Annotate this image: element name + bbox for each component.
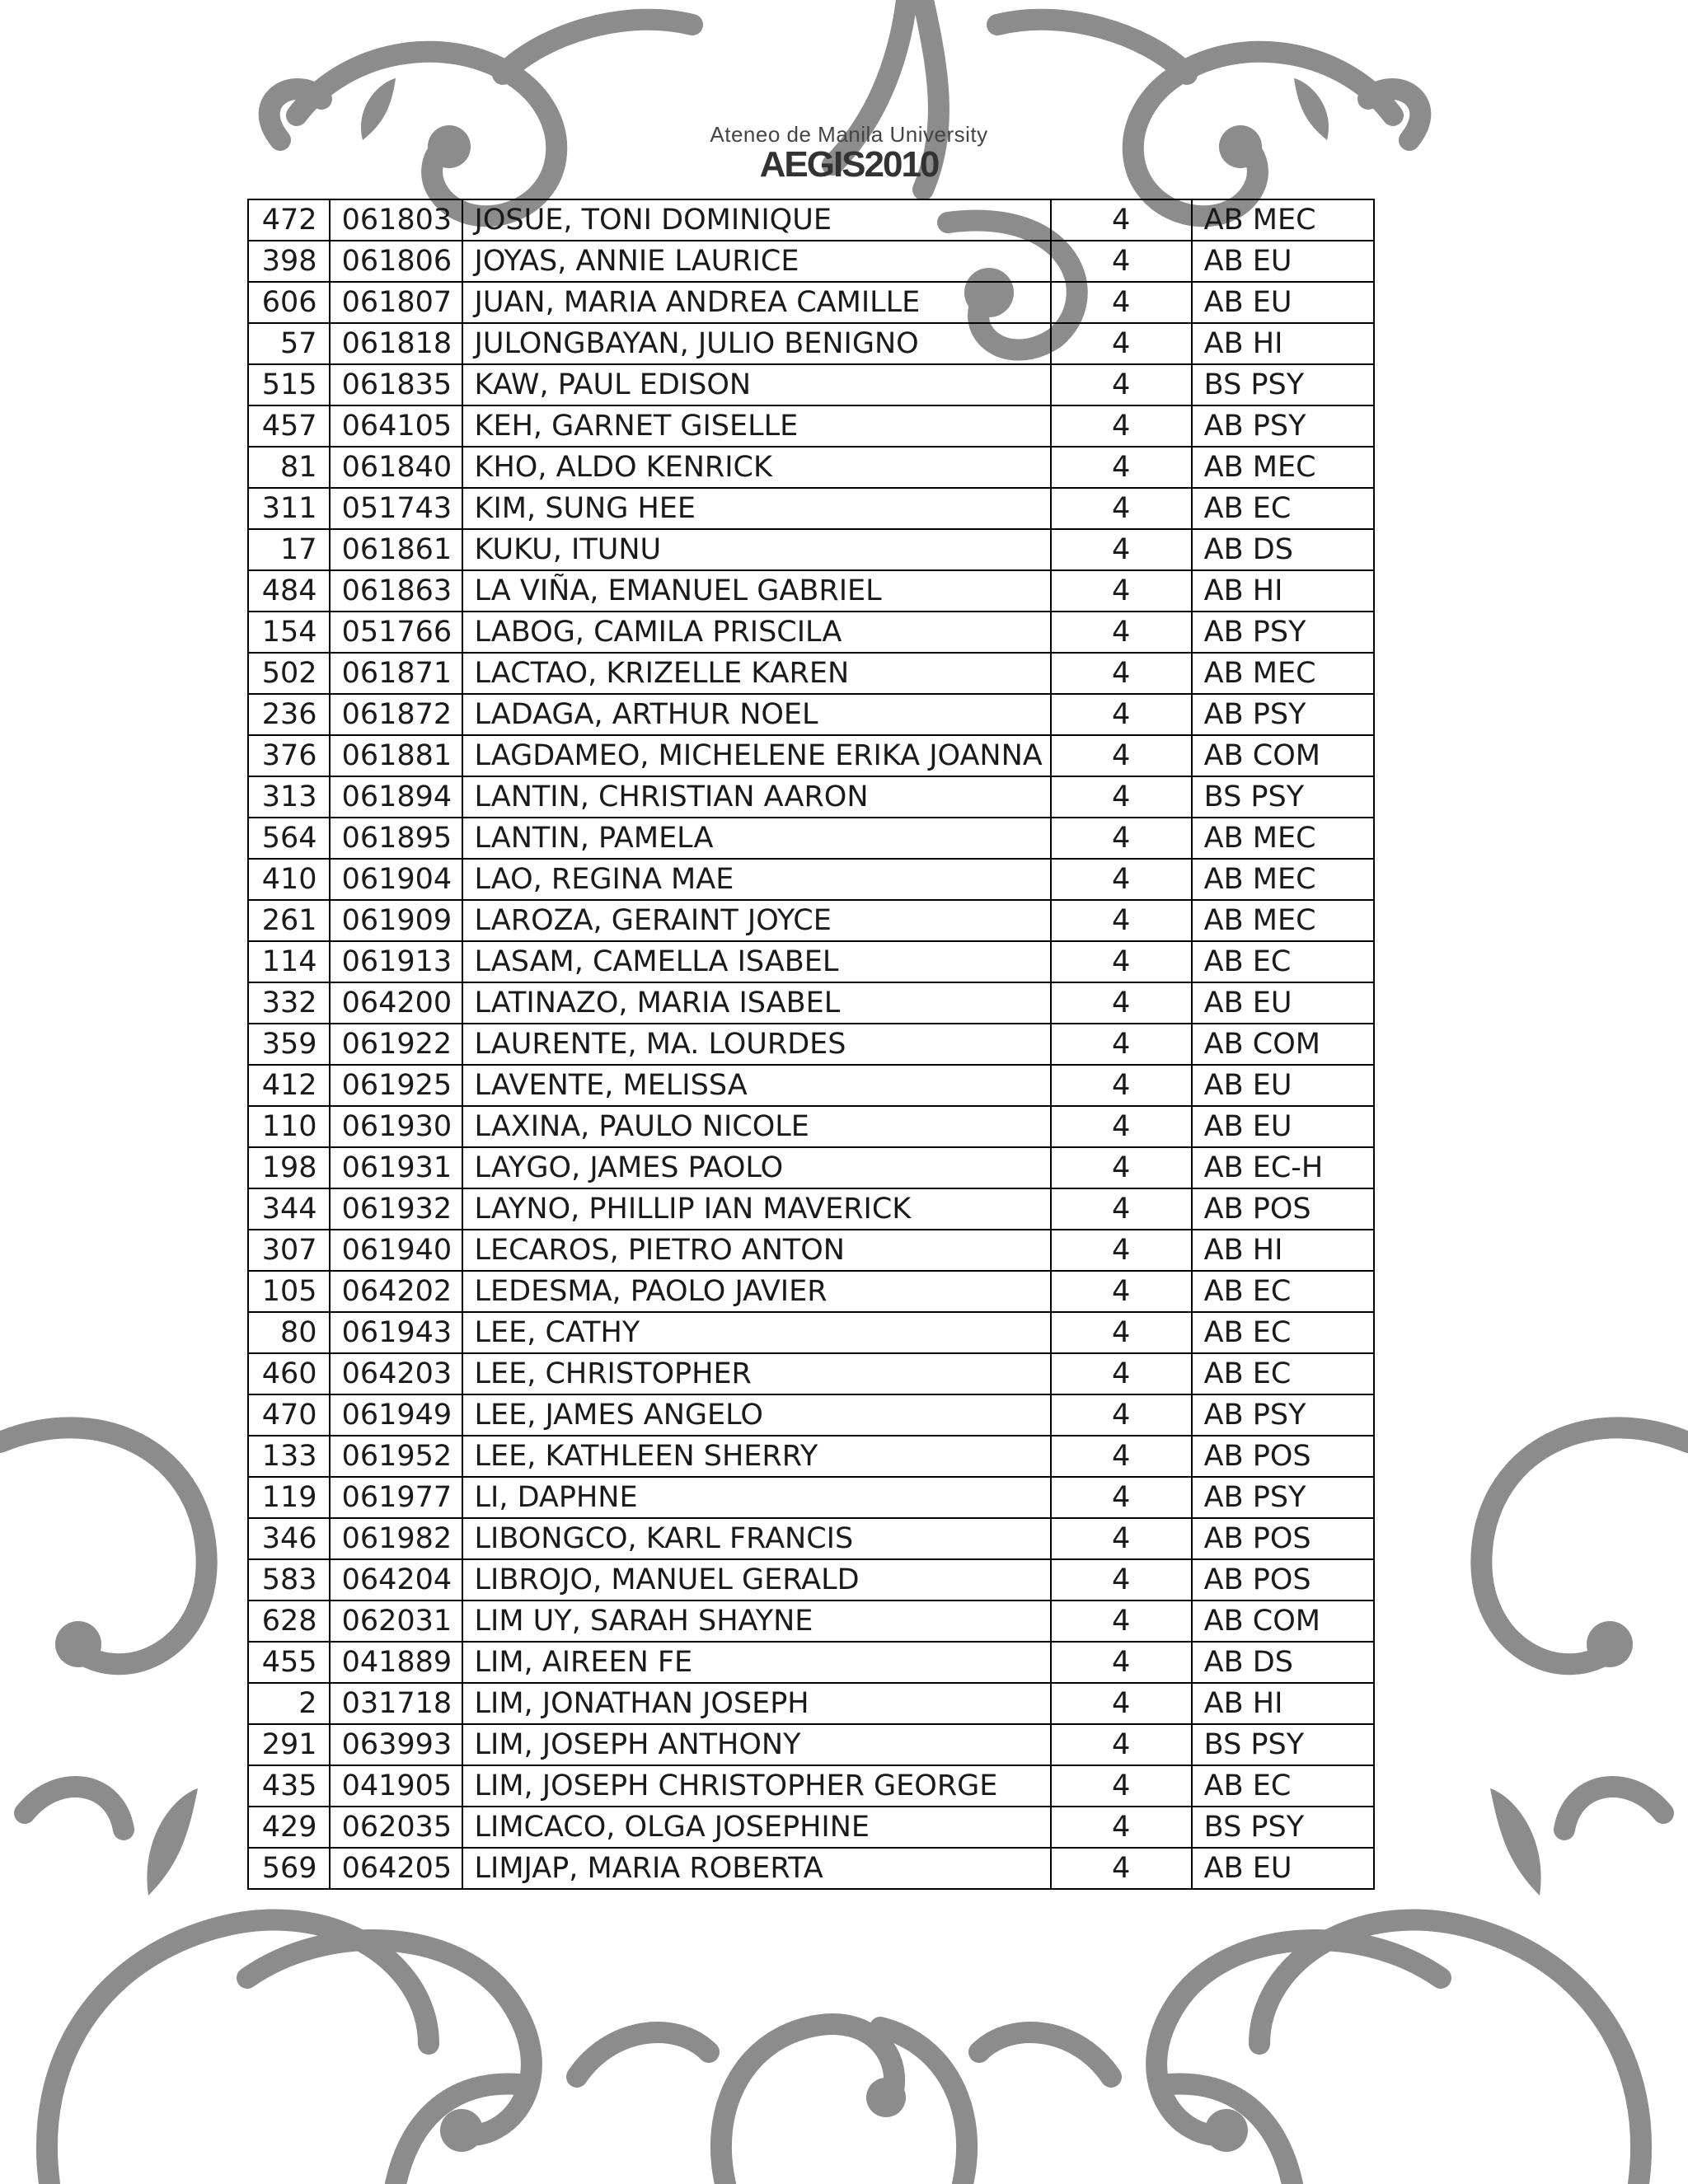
table-row: [248, 1394, 1374, 1436]
table-row: [248, 859, 1374, 900]
row-number: 80: [248, 1312, 330, 1353]
student-id: 064105: [330, 405, 462, 447]
student-id: 062031: [330, 1601, 462, 1642]
student-name: LAO, REGINA MAE: [462, 859, 1051, 900]
student-name: LACTAO, KRIZELLE KAREN: [462, 653, 1051, 694]
course-code: AB COM: [1192, 735, 1374, 776]
table-row: [248, 982, 1374, 1024]
table-row: [248, 1807, 1374, 1848]
student-id: 061803: [330, 199, 462, 241]
row-number: 569: [248, 1848, 330, 1889]
year-level: 4: [1051, 982, 1192, 1024]
table-row: [248, 1518, 1374, 1559]
row-number: 412: [248, 1065, 330, 1106]
table-row: [248, 1436, 1374, 1477]
student-id: 041889: [330, 1642, 462, 1683]
row-number: 105: [248, 1271, 330, 1312]
row-number: 410: [248, 859, 330, 900]
year-level: 4: [1051, 735, 1192, 776]
student-name: LAXINA, PAULO NICOLE: [462, 1106, 1051, 1147]
course-code: AB PSY: [1192, 405, 1374, 447]
row-number: 455: [248, 1642, 330, 1683]
student-name: LAURENTE, MA. LOURDES: [462, 1024, 1051, 1065]
student-id: 061943: [330, 1312, 462, 1353]
course-code: AB EC: [1192, 941, 1374, 982]
student-id: 061977: [330, 1477, 462, 1518]
row-number: 198: [248, 1147, 330, 1188]
course-code: AB MEC: [1192, 199, 1374, 241]
year-level: 4: [1051, 199, 1192, 241]
course-code: AB POS: [1192, 1436, 1374, 1477]
row-number: 17: [248, 529, 330, 570]
student-id: 061922: [330, 1024, 462, 1065]
student-id: 061818: [330, 323, 462, 364]
student-name: LABOG, CAMILA PRISCILA: [462, 612, 1051, 653]
student-id: 061952: [330, 1436, 462, 1477]
student-id: 061894: [330, 776, 462, 818]
row-number: 307: [248, 1230, 330, 1271]
table-row: [248, 447, 1374, 488]
row-number: 313: [248, 776, 330, 818]
student-id: 061861: [330, 529, 462, 570]
student-name: LIMCACO, OLGA JOSEPHINE: [462, 1807, 1051, 1848]
course-code: AB HI: [1192, 570, 1374, 612]
student-name: JULONGBAYAN, JULIO BENIGNO: [462, 323, 1051, 364]
student-name: LIMJAP, MARIA ROBERTA: [462, 1848, 1051, 1889]
roster-body: [248, 199, 1374, 1889]
row-number: 291: [248, 1724, 330, 1765]
table-row: [248, 1765, 1374, 1807]
row-number: 502: [248, 653, 330, 694]
student-id: 061930: [330, 1106, 462, 1147]
row-number: 236: [248, 694, 330, 735]
course-code: AB EU: [1192, 241, 1374, 282]
year-level: 4: [1051, 241, 1192, 282]
course-code: AB EC: [1192, 1353, 1374, 1394]
row-number: 359: [248, 1024, 330, 1065]
student-name: LATINAZO, MARIA ISABEL: [462, 982, 1051, 1024]
row-number: 261: [248, 900, 330, 941]
student-id: 061909: [330, 900, 462, 941]
student-id: 064203: [330, 1353, 462, 1394]
row-number: 114: [248, 941, 330, 982]
student-id: 061913: [330, 941, 462, 982]
course-code: AB PSY: [1192, 612, 1374, 653]
year-level: 4: [1051, 529, 1192, 570]
table-row: [248, 1477, 1374, 1518]
table-row: [248, 529, 1374, 570]
year-level: 4: [1051, 1518, 1192, 1559]
table-row: [248, 653, 1374, 694]
course-code: AB EC: [1192, 1312, 1374, 1353]
year-level: 4: [1051, 653, 1192, 694]
student-id: 064205: [330, 1848, 462, 1889]
student-name: KIM, SUNG HEE: [462, 488, 1051, 529]
table-row: [248, 199, 1374, 241]
year-level: 4: [1051, 612, 1192, 653]
row-number: 119: [248, 1477, 330, 1518]
year-level: 4: [1051, 1230, 1192, 1271]
student-name: LIM, JOSEPH ANTHONY: [462, 1724, 1051, 1765]
course-code: AB EC-H: [1192, 1147, 1374, 1188]
student-id: 061872: [330, 694, 462, 735]
course-code: AB COM: [1192, 1601, 1374, 1642]
table-row: [248, 1065, 1374, 1106]
table-row: [248, 570, 1374, 612]
year-level: 4: [1051, 1683, 1192, 1724]
student-name: LADAGA, ARTHUR NOEL: [462, 694, 1051, 735]
student-id: 061806: [330, 241, 462, 282]
row-number: 457: [248, 405, 330, 447]
table-row: [248, 1642, 1374, 1683]
year-level: 4: [1051, 1559, 1192, 1601]
table-row: [248, 1848, 1374, 1889]
course-code: AB EU: [1192, 982, 1374, 1024]
student-id: 064202: [330, 1271, 462, 1312]
table-row: [248, 1147, 1374, 1188]
year-level: 4: [1051, 1601, 1192, 1642]
year-level: 4: [1051, 1353, 1192, 1394]
course-code: AB MEC: [1192, 859, 1374, 900]
row-number: 133: [248, 1436, 330, 1477]
row-number: 583: [248, 1559, 330, 1601]
student-name: LAYGO, JAMES PAOLO: [462, 1147, 1051, 1188]
row-number: 57: [248, 323, 330, 364]
year-level: 4: [1051, 694, 1192, 735]
student-name: KHO, ALDO KENRICK: [462, 447, 1051, 488]
student-name: LEE, KATHLEEN SHERRY: [462, 1436, 1051, 1477]
row-number: 564: [248, 818, 330, 859]
year-level: 4: [1051, 1147, 1192, 1188]
course-code: AB POS: [1192, 1188, 1374, 1230]
student-name: LEE, CHRISTOPHER: [462, 1353, 1051, 1394]
student-id: 051743: [330, 488, 462, 529]
year-level: 4: [1051, 1807, 1192, 1848]
table-row: [248, 1230, 1374, 1271]
student-name: LEE, CATHY: [462, 1312, 1051, 1353]
year-level: 4: [1051, 1271, 1192, 1312]
course-code: AB MEC: [1192, 653, 1374, 694]
course-code: AB EC: [1192, 488, 1374, 529]
student-name: LIBONGCO, KARL FRANCIS: [462, 1518, 1051, 1559]
course-code: AB HI: [1192, 1230, 1374, 1271]
student-id: 031718: [330, 1683, 462, 1724]
aegis-logo: [684, 122, 1014, 185]
row-number: 628: [248, 1601, 330, 1642]
student-name: LIBROJO, MANUEL GERALD: [462, 1559, 1051, 1601]
year-level: 4: [1051, 1477, 1192, 1518]
student-name: LEE, JAMES ANGELO: [462, 1394, 1051, 1436]
table-row: [248, 1106, 1374, 1147]
year-level: 4: [1051, 323, 1192, 364]
student-id: 051766: [330, 612, 462, 653]
course-code: AB POS: [1192, 1559, 1374, 1601]
student-name: LAVENTE, MELISSA: [462, 1065, 1051, 1106]
row-number: 472: [248, 199, 330, 241]
course-code: AB EU: [1192, 282, 1374, 323]
student-id: 061881: [330, 735, 462, 776]
table-row: [248, 776, 1374, 818]
student-id: 061932: [330, 1188, 462, 1230]
row-number: 376: [248, 735, 330, 776]
year-level: 4: [1051, 1065, 1192, 1106]
year-level: 4: [1051, 447, 1192, 488]
table-row: [248, 1312, 1374, 1353]
year-level: 4: [1051, 900, 1192, 941]
row-number: 484: [248, 570, 330, 612]
row-number: 110: [248, 1106, 330, 1147]
student-id: 063993: [330, 1724, 462, 1765]
year-level: 4: [1051, 776, 1192, 818]
table-row: [248, 1024, 1374, 1065]
table-row: [248, 735, 1374, 776]
course-code: AB DS: [1192, 529, 1374, 570]
table-row: [248, 1353, 1374, 1394]
course-code: AB EC: [1192, 1765, 1374, 1807]
course-code: AB EU: [1192, 1065, 1374, 1106]
table-row: [248, 818, 1374, 859]
year-level: 4: [1051, 1848, 1192, 1889]
student-name: LANTIN, CHRISTIAN AARON: [462, 776, 1051, 818]
row-number: 344: [248, 1188, 330, 1230]
table-row: [248, 323, 1374, 364]
table-row: [248, 1601, 1374, 1642]
student-id: 061904: [330, 859, 462, 900]
row-number: 398: [248, 241, 330, 282]
row-number: 154: [248, 612, 330, 653]
year-level: 4: [1051, 1724, 1192, 1765]
course-code: AB PSY: [1192, 1477, 1374, 1518]
course-code: AB HI: [1192, 1683, 1374, 1724]
student-name: LIM UY, SARAH SHAYNE: [462, 1601, 1051, 1642]
course-code: AB EU: [1192, 1848, 1374, 1889]
row-number: 435: [248, 1765, 330, 1807]
year-level: 4: [1051, 364, 1192, 405]
student-name: JOYAS, ANNIE LAURICE: [462, 241, 1051, 282]
year-level: 4: [1051, 405, 1192, 447]
course-code: BS PSY: [1192, 776, 1374, 818]
course-code: AB COM: [1192, 1024, 1374, 1065]
course-code: AB POS: [1192, 1518, 1374, 1559]
table-row: [248, 694, 1374, 735]
student-id: 061895: [330, 818, 462, 859]
row-number: 2: [248, 1683, 330, 1724]
year-level: 4: [1051, 570, 1192, 612]
student-id: 062035: [330, 1807, 462, 1848]
table-row: [248, 405, 1374, 447]
student-name: LIM, AIREEN FE: [462, 1642, 1051, 1683]
student-name: JUAN, MARIA ANDREA CAMILLE: [462, 282, 1051, 323]
row-number: 81: [248, 447, 330, 488]
year-level: 4: [1051, 1394, 1192, 1436]
student-id: 041905: [330, 1765, 462, 1807]
year-level: 4: [1051, 1312, 1192, 1353]
student-name: LA VIÑA, EMANUEL GABRIEL: [462, 570, 1051, 612]
table-row: [248, 1271, 1374, 1312]
year-level: 4: [1051, 818, 1192, 859]
course-code: AB MEC: [1192, 447, 1374, 488]
student-name: LASAM, CAMELLA ISABEL: [462, 941, 1051, 982]
row-number: 460: [248, 1353, 330, 1394]
table-row: [248, 1724, 1374, 1765]
year-level: 4: [1051, 941, 1192, 982]
student-name: KAW, PAUL EDISON: [462, 364, 1051, 405]
course-code: AB EC: [1192, 1271, 1374, 1312]
student-name: LAROZA, GERAINT JOYCE: [462, 900, 1051, 941]
student-id: 064200: [330, 982, 462, 1024]
student-name: LECAROS, PIETRO ANTON: [462, 1230, 1051, 1271]
student-name: JOSUE, TONI DOMINIQUE: [462, 199, 1051, 241]
student-name: KUKU, ITUNU: [462, 529, 1051, 570]
course-code: AB HI: [1192, 323, 1374, 364]
student-id: 061982: [330, 1518, 462, 1559]
student-name: LAYNO, PHILLIP IAN MAVERICK: [462, 1188, 1051, 1230]
table-row: [248, 1188, 1374, 1230]
student-id: 061871: [330, 653, 462, 694]
student-roster-table: [247, 199, 1375, 1890]
student-name: LI, DAPHNE: [462, 1477, 1051, 1518]
course-code: AB MEC: [1192, 818, 1374, 859]
row-number: 332: [248, 982, 330, 1024]
yearbook-brand: AEGIS2010: [759, 144, 939, 185]
student-name: LIM, JOSEPH CHRISTOPHER GEORGE: [462, 1765, 1051, 1807]
course-code: AB PSY: [1192, 1394, 1374, 1436]
year-level: 4: [1051, 1106, 1192, 1147]
student-id: 061931: [330, 1147, 462, 1188]
student-id: 061840: [330, 447, 462, 488]
student-name: LAGDAMEO, MICHELENE ERIKA JOANNA: [462, 735, 1051, 776]
table-row: [248, 1559, 1374, 1601]
student-name: LIM, JONATHAN JOSEPH: [462, 1683, 1051, 1724]
course-code: AB MEC: [1192, 900, 1374, 941]
year-level: 4: [1051, 1642, 1192, 1683]
student-id: 061940: [330, 1230, 462, 1271]
student-name: KEH, GARNET GISELLE: [462, 405, 1051, 447]
row-number: 346: [248, 1518, 330, 1559]
student-id: 061925: [330, 1065, 462, 1106]
student-name: LEDESMA, PAOLO JAVIER: [462, 1271, 1051, 1312]
student-id: 061949: [330, 1394, 462, 1436]
year-level: 4: [1051, 1765, 1192, 1807]
row-number: 470: [248, 1394, 330, 1436]
course-code: BS PSY: [1192, 1724, 1374, 1765]
student-name: LANTIN, PAMELA: [462, 818, 1051, 859]
row-number: 606: [248, 282, 330, 323]
table-row: [248, 941, 1374, 982]
student-id: 061863: [330, 570, 462, 612]
university-name: Ateneo de Manila University: [710, 122, 988, 147]
year-level: 4: [1051, 488, 1192, 529]
year-level: 4: [1051, 859, 1192, 900]
table-row: [248, 282, 1374, 323]
table-row: [248, 1683, 1374, 1724]
row-number: 429: [248, 1807, 330, 1848]
row-number: 515: [248, 364, 330, 405]
row-number: 311: [248, 488, 330, 529]
course-code: BS PSY: [1192, 364, 1374, 405]
year-level: 4: [1051, 1024, 1192, 1065]
year-level: 4: [1051, 1188, 1192, 1230]
year-level: 4: [1051, 1436, 1192, 1477]
student-id: 064204: [330, 1559, 462, 1601]
table-row: [248, 612, 1374, 653]
table-row: [248, 488, 1374, 529]
course-code: BS PSY: [1192, 1807, 1374, 1848]
student-id: 061807: [330, 282, 462, 323]
student-id: 061835: [330, 364, 462, 405]
year-level: 4: [1051, 282, 1192, 323]
table-row: [248, 900, 1374, 941]
course-code: AB PSY: [1192, 694, 1374, 735]
table-row: [248, 364, 1374, 405]
table-row: [248, 241, 1374, 282]
course-code: AB EU: [1192, 1106, 1374, 1147]
course-code: AB DS: [1192, 1642, 1374, 1683]
